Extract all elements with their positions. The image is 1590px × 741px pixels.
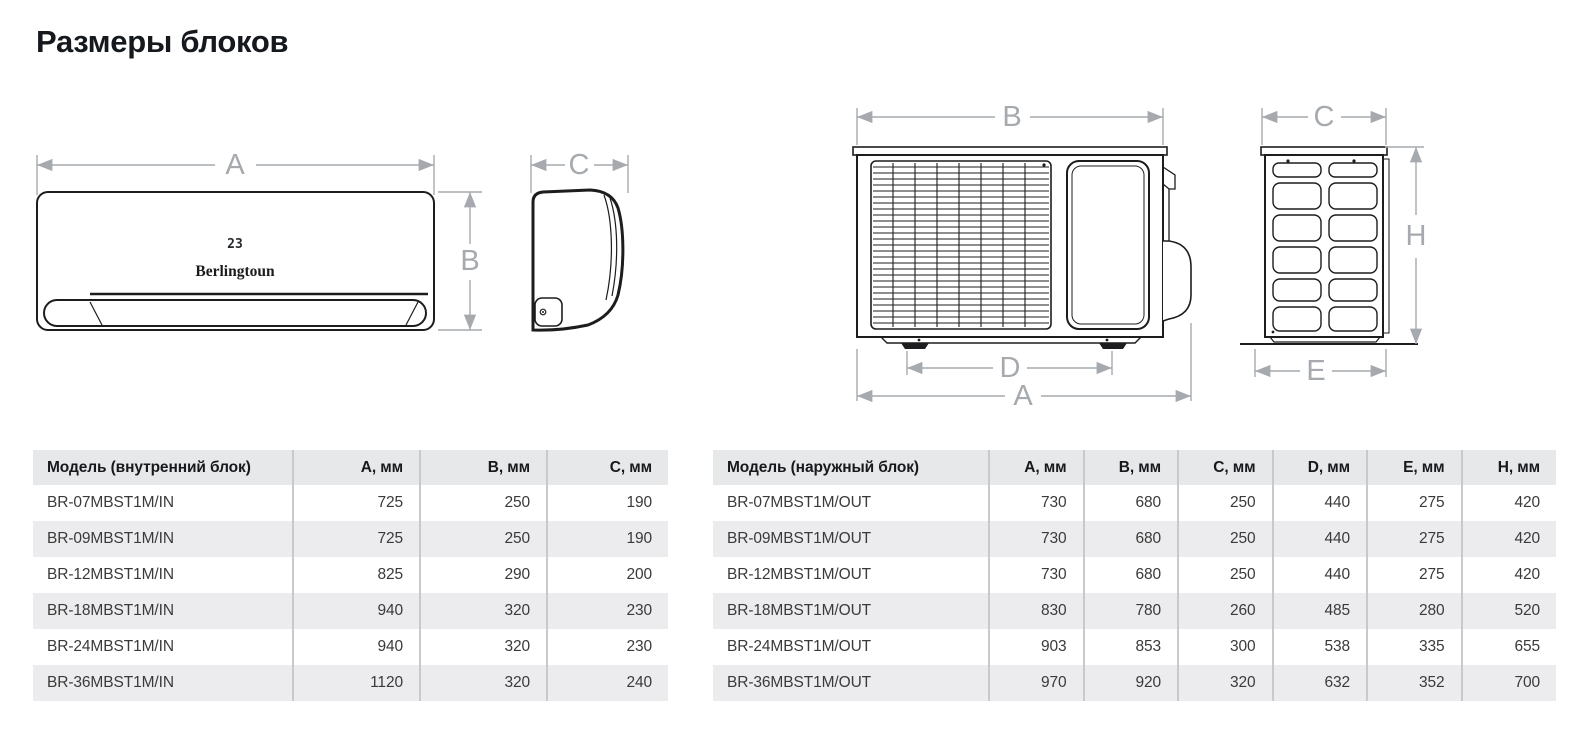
dimension-value-cell: 725 [293,521,420,557]
dimension-value-cell: 440 [1273,557,1368,593]
dimension-value-cell: 485 [1273,593,1368,629]
dimension-width-A [37,149,434,195]
indoor-table-head [33,450,668,485]
indoor-unit-body [37,192,434,330]
dimension-value-cell: 320 [1178,665,1273,701]
dimension-value-cell: 825 [293,557,420,593]
dimension-column-header: B, мм [420,450,547,485]
dimension-value-cell: 230 [547,593,668,629]
outdoor-table-body [713,485,1556,701]
dimension-outdoor-C [1262,101,1386,145]
model-cell: BR-36MBST1M/OUT [727,674,872,691]
table-row [713,485,1556,521]
dim-label-outdoor-H: H [1405,220,1427,252]
service-panel [1067,161,1149,329]
dimension-outdoor-D [907,351,1112,384]
outdoor-unit-side-drawing [1228,103,1428,418]
dimension-value-cell: 730 [989,485,1084,521]
dimension-value-cell: 420 [1462,485,1557,521]
dimension-value-cell: 250 [1178,485,1273,521]
dimension-value-cell: 680 [1084,485,1179,521]
dimension-column-header: D, мм [1273,450,1368,485]
dimension-value-cell: 280 [1367,593,1462,629]
dimension-value-cell: 920 [1084,665,1179,701]
table-row [713,629,1556,665]
dimension-value-cell: 725 [293,485,420,521]
model-cell: BR-09MBST1M/IN [47,530,174,547]
dimension-outdoor-E [1255,349,1386,387]
dim-label-indoor-A: A [225,149,245,181]
dimension-value-cell: 352 [1367,665,1462,701]
model-cell: BR-18MBST1M/OUT [727,602,872,619]
dimension-value-cell: 275 [1367,485,1462,521]
dimension-height-B [438,192,482,330]
dimension-value-cell: 730 [989,521,1084,557]
dimension-value-cell: 250 [1178,557,1273,593]
dimension-value-cell: 190 [547,521,668,557]
dimension-column-header: C, мм [1178,450,1273,485]
outdoor-unit-side-body [1240,147,1418,344]
valve-cover [1163,167,1191,321]
mounting-feet [881,337,1141,349]
table-row [33,629,668,665]
dimension-value-cell: 520 [1462,593,1557,629]
indoor-unit-side-profile [533,190,623,330]
dimension-column-header: C, мм [547,450,668,485]
dim-label-indoor-C: C [568,149,590,181]
dimension-value-cell: 940 [293,629,420,665]
dimension-value-cell: 250 [420,521,547,557]
dimension-value-cell: 260 [1178,593,1273,629]
dimension-value-cell: 230 [547,629,668,665]
dim-label-outdoor-B: B [1002,101,1022,133]
header-row [33,450,668,485]
dimension-value-cell: 700 [1462,665,1557,701]
table-row [33,593,668,629]
page-title: Размеры блоков [36,24,289,59]
dimension-outdoor-H [1385,147,1426,344]
table-row [33,557,668,593]
model-cell: BR-12MBST1M/IN [47,566,174,583]
outdoor-unit-table [713,450,1556,701]
model-cell: BR-09MBST1M/OUT [727,530,872,547]
table-row [713,557,1556,593]
dimension-depth-C [531,149,628,193]
dimension-value-cell: 1120 [293,665,420,701]
indoor-unit-side-drawing [518,148,643,343]
dimension-value-cell: 320 [420,629,547,665]
dimension-value-cell: 335 [1367,629,1462,665]
temperature-display: 23 [227,237,243,252]
indoor-unit-table [33,450,668,701]
dimension-value-cell: 300 [1178,629,1273,665]
top-plate [853,147,1167,155]
indoor-unit-front-drawing [30,148,490,343]
dimension-value-cell: 320 [420,593,547,629]
model-cell: BR-24MBST1M/OUT [727,638,872,655]
outdoor-table-head [713,450,1556,485]
dimension-value-cell: 420 [1462,557,1557,593]
dimension-column-header: E, мм [1367,450,1462,485]
model-cell: BR-36MBST1M/IN [47,674,174,691]
dim-label-outdoor-E: E [1306,355,1326,387]
model-cell: BR-24MBST1M/IN [47,638,174,655]
model-column-header: Модель (наружный блок) [713,450,989,485]
model-column-header: Модель (внутренний блок) [33,450,293,485]
model-cell: BR-12MBST1M/OUT [727,566,872,583]
dimension-value-cell: 680 [1084,557,1179,593]
dimension-value-cell: 420 [1462,521,1557,557]
table-row [33,485,668,521]
dimension-outdoor-B [857,101,1163,145]
model-cell: BR-18MBST1M/IN [47,602,174,619]
dimension-column-header: B, мм [1084,450,1179,485]
table-row [713,665,1556,701]
dimension-value-cell: 250 [420,485,547,521]
side-top-plate [1261,147,1387,155]
dimension-value-cell: 190 [547,485,668,521]
dimension-value-cell: 275 [1367,557,1462,593]
dimension-value-cell: 275 [1367,521,1462,557]
table-row [713,593,1556,629]
dim-label-indoor-B: B [460,245,480,277]
dimension-value-cell: 680 [1084,521,1179,557]
dimension-value-cell: 655 [1462,629,1557,665]
outdoor-unit-front-drawing [845,103,1207,418]
dim-label-outdoor-C: C [1313,101,1335,133]
dimension-value-cell: 240 [547,665,668,701]
dimension-value-cell: 440 [1273,521,1368,557]
dimension-value-cell: 940 [293,593,420,629]
model-cell: BR-07MBST1M/IN [47,494,174,511]
dimension-value-cell: 830 [989,593,1084,629]
dimension-column-header: A, мм [989,450,1084,485]
dimension-value-cell: 903 [989,629,1084,665]
model-cell: BR-07MBST1M/OUT [727,494,872,511]
dimension-value-cell: 320 [420,665,547,701]
indoor-table-body [33,485,668,701]
dimension-value-cell: 290 [420,557,547,593]
dimension-value-cell: 632 [1273,665,1368,701]
table-row [33,665,668,701]
dimension-value-cell: 440 [1273,485,1368,521]
brand-logo: Berlingtoun [195,263,275,280]
header-row [713,450,1556,485]
dimension-value-cell: 538 [1273,629,1368,665]
outdoor-unit-cabinet [853,147,1191,349]
dimension-column-header: A, мм [293,450,420,485]
dimension-column-header: H, мм [1462,450,1557,485]
dimension-value-cell: 250 [1178,521,1273,557]
dimension-value-cell: 730 [989,557,1084,593]
dim-label-outdoor-A: A [1013,380,1033,412]
table-row [713,521,1556,557]
dimension-value-cell: 780 [1084,593,1179,629]
dimension-value-cell: 853 [1084,629,1179,665]
dimension-value-cell: 200 [547,557,668,593]
dim-label-outdoor-D: D [999,352,1021,384]
table-row [33,521,668,557]
dimension-value-cell: 970 [989,665,1084,701]
